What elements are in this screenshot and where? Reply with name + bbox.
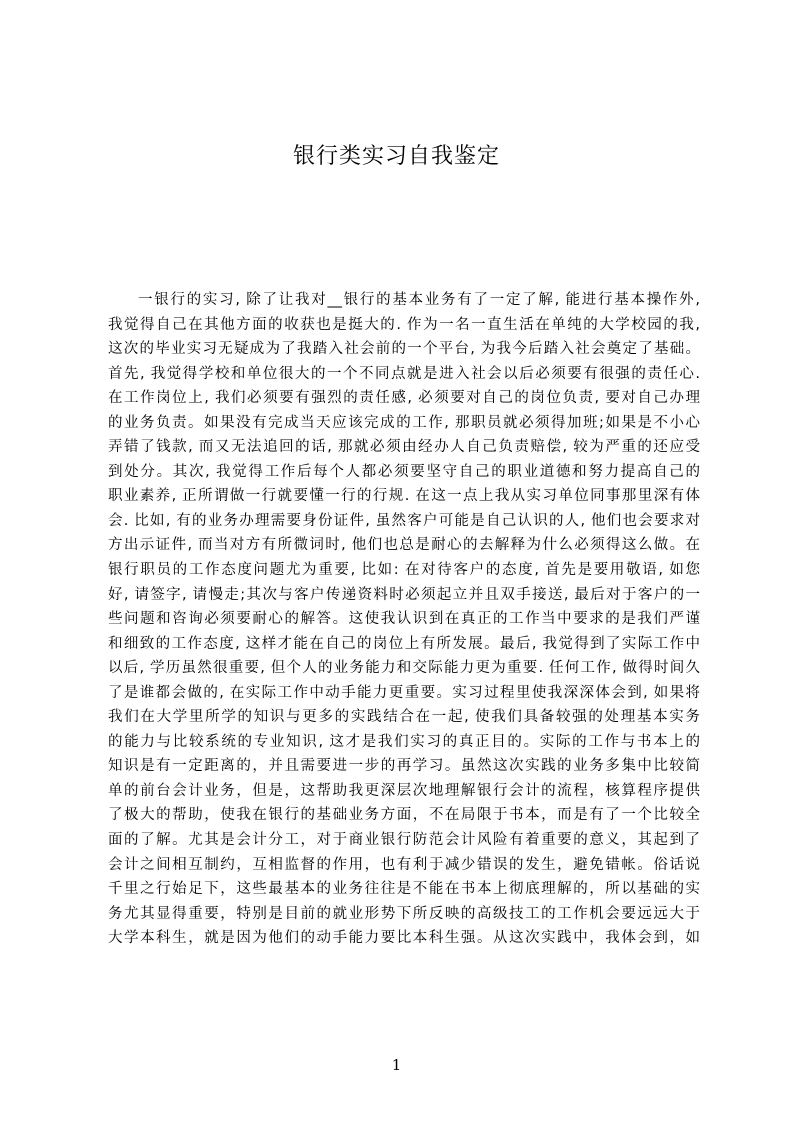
paragraph-line: 了是谁都会做的, 在实际工作中动手能力更重要。实习过程里使我深深体会到, 如果将 [108, 684, 700, 701]
paragraph-line: 一银行的实习, 除了让我对__银行的基本业务有了一定了解, 能进行基本操作外, [138, 292, 700, 308]
paragraph-line: 弄错了钱款, 而又无法追回的话, 那就必须由经办人自己负责赔偿, 较为严重的还应受 [108, 439, 700, 456]
paragraph-line: 职业素养, 正所谓做一行就要懂一行的行规. 在这一点上我从实习单位同事那里深有体 [108, 488, 700, 505]
paragraph-line: 好, 请签字, 请慢走;其次与客户传递资料时必须起立并且双手接送, 最后对于客户的一 [108, 586, 700, 603]
paragraph-line: 单的前台会计业务，但是，这帮助我更深层次地理解银行会计的流程，核算程序提供 [108, 782, 700, 799]
paragraph-line: 首先, 我觉得学校和单位很大的一个不同点就是进入社会以后必须要有很强的责任心. [108, 365, 700, 382]
paragraph-line: 务尤其显得重要，特别是目前的就业形势下所反映的高级技工的工作机会要远远大于 [108, 905, 700, 922]
paragraph-line: 到处分。其次, 我觉得工作后每个人都必须要坚守自己的职业道德和努力提高自己的 [108, 463, 700, 480]
paragraph-line: 这次的毕业实习无疑成为了我踏入社会前的一个平台, 为我今后踏入社会奠定了基础。 [108, 341, 700, 358]
paragraph-line: 和细致的工作态度, 这样才能在自己的岗位上有所发展。最后, 我觉得到了实际工作中 [108, 635, 700, 652]
paragraph-line: 会计之间相互制约，互相监督的作用，也有利于减少错误的发生，避免错帐。俗话说 [108, 856, 700, 873]
paragraph-line: 我们在大学里所学的知识与更多的实践结合在一起, 使我们具备较强的处理基本实务 [108, 709, 700, 726]
paragraph-line: 会. 比如, 有的业务办理需要身份证件, 虽然客户可能是自己认识的人, 他们也会要求对 [108, 512, 700, 529]
paragraph-line: 银行职员的工作态度问题尤为重要, 比如: 在对待客户的态度, 首先是要用敬语, 如您 [108, 562, 700, 579]
paragraph-line: 面的了解。尤其是会计分工，对于商业银行防范会计风险有着重要的意义，其起到了 [108, 832, 700, 849]
paragraph-line: 的能力与比较系统的专业知识, 这才是我们实习的真正目的。实际的工作与书本上的 [108, 733, 700, 750]
paragraph-line: 大学本科生，就是因为他们的动手能力要比本科生强。从这次实践中，我体会到，如 [108, 930, 700, 947]
paragraph-line: 以后, 学历虽然很重要, 但个人的业务能力和交际能力更为重要. 任何工作, 做得时间久 [108, 660, 700, 677]
paragraph-line: 在工作岗位上, 我们必须要有强烈的责任感, 必须要对自己的岗位负责, 要对自己办理 [108, 390, 700, 407]
paragraph-line: 的业务负责。如果没有完成当天应该完成的工作, 那职员就必须得加班;如果是不小心 [108, 414, 700, 431]
paragraph-line: 千里之行始足下，这些最基本的业务往往是不能在书本上彻底理解的，所以基础的实 [108, 881, 700, 898]
paragraph-line: 方出示证件, 而当对方有所微词时, 他们也总是耐心的去解释为什么必须得这么做。在 [108, 537, 700, 554]
paragraph-line: 我觉得自己在其他方面的收获也是挺大的. 作为一名一直生活在单纯的大学校园的我, [108, 316, 700, 333]
document-title: 银行类实习自我鉴定 [292, 144, 500, 169]
paragraph-line: 了极大的帮助，使我在银行的基础业务方面，不在局限于书本，而是有了一个比较全 [108, 807, 700, 824]
body-paragraph [108, 288, 700, 951]
paragraph-line: 知识是有一定距离的，并且需要进一步的再学习。虽然这次实践的业务多集中比较简 [108, 758, 700, 775]
page-number: 1 [391, 1056, 402, 1074]
paragraph-line: 些问题和咨询必须要耐心的解答。这使我认识到在真正的工作当中要求的是我们严谨 [108, 611, 700, 628]
